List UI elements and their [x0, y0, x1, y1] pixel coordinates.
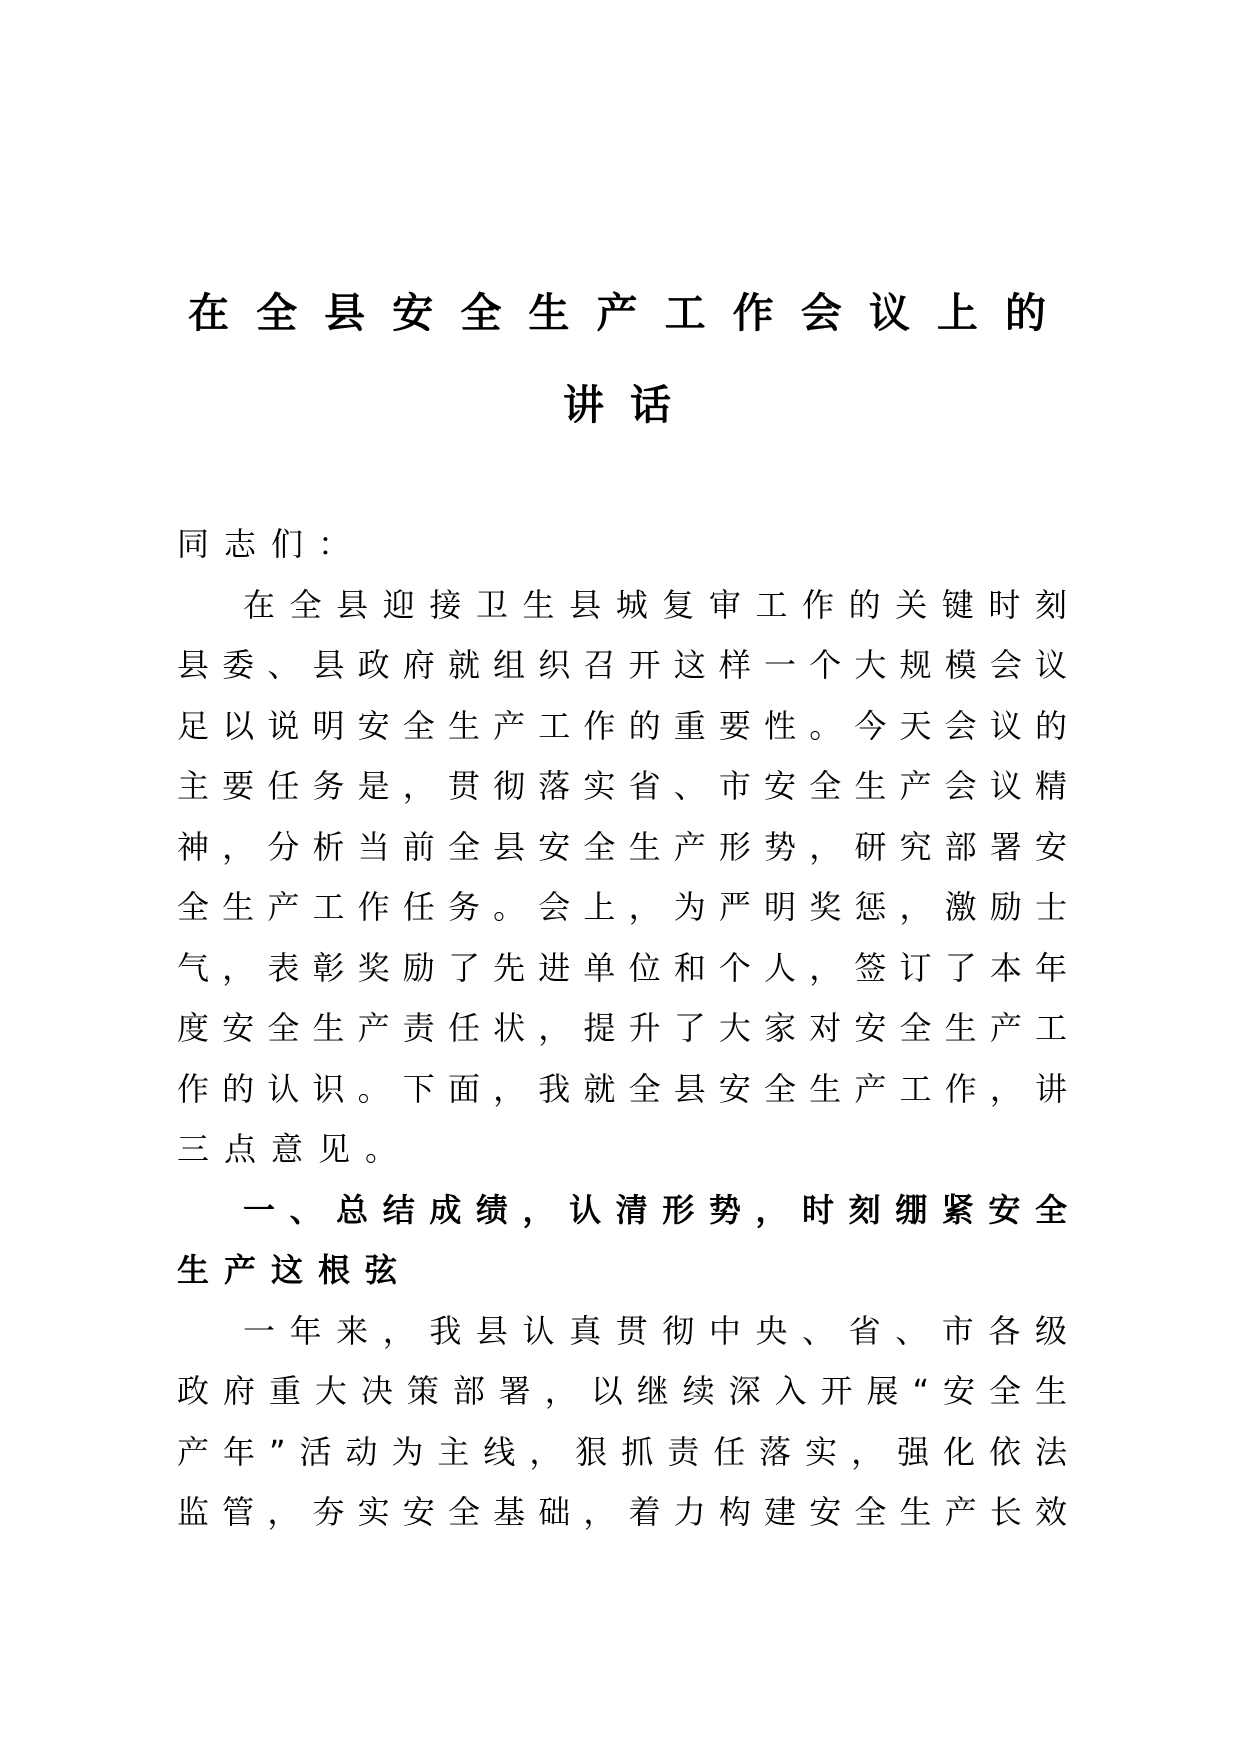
text-line: 作的认识。下面，我就全县安全生产工作，讲	[177, 1069, 1067, 1108]
text-line: 生产这根弦	[177, 1251, 413, 1289]
text-line: 足以说明安全生产工作的重要性。今天会议的	[177, 706, 1067, 745]
text-line: 主要任务是，贯彻落实省、市安全生产会议精	[177, 767, 1067, 805]
text-line: 三点意见。	[177, 1130, 413, 1168]
text-line: 县委、县政府就组织召开这样一个大规模会议	[177, 646, 1067, 684]
section-heading	[177, 1180, 1067, 1301]
text-line: 神，分析当前全县安全生产形势，研究部署安	[177, 827, 1067, 866]
text-line: 一年来，我县认真贯彻中央、省、市各级	[243, 1311, 1067, 1350]
paragraph	[177, 1301, 1067, 1543]
document-body	[177, 514, 1067, 1543]
document-title-line-1: 在全县安全生产工作会议上的	[188, 289, 1046, 337]
text-line: 政府重大决策部署，以继续深入开展“安全生	[177, 1372, 1067, 1410]
text-line: 气，表彰奖励了先进单位和个人，签订了本年	[177, 948, 1067, 987]
text-line: 产年”活动为主线，狠抓责任落实，强化依法	[177, 1432, 1067, 1471]
document-title-line-2: 讲话	[563, 381, 697, 429]
text-line: 在全县迎接卫生县城复审工作的关键时刻	[243, 585, 1067, 624]
salutation: 同志们：	[177, 525, 366, 563]
text-line: 监管，夯实安全基础，着力构建安全生产长效	[177, 1493, 1067, 1531]
text-line: 度安全生产责任状，提升了大家对安全生产工	[177, 1009, 1067, 1047]
text-line: 全生产工作任务。会上，为严明奖惩，激励士	[177, 888, 1067, 926]
text-line: 一、总结成绩，认清形势，时刻绷紧安全	[243, 1190, 1067, 1229]
paragraph	[177, 575, 1067, 1180]
